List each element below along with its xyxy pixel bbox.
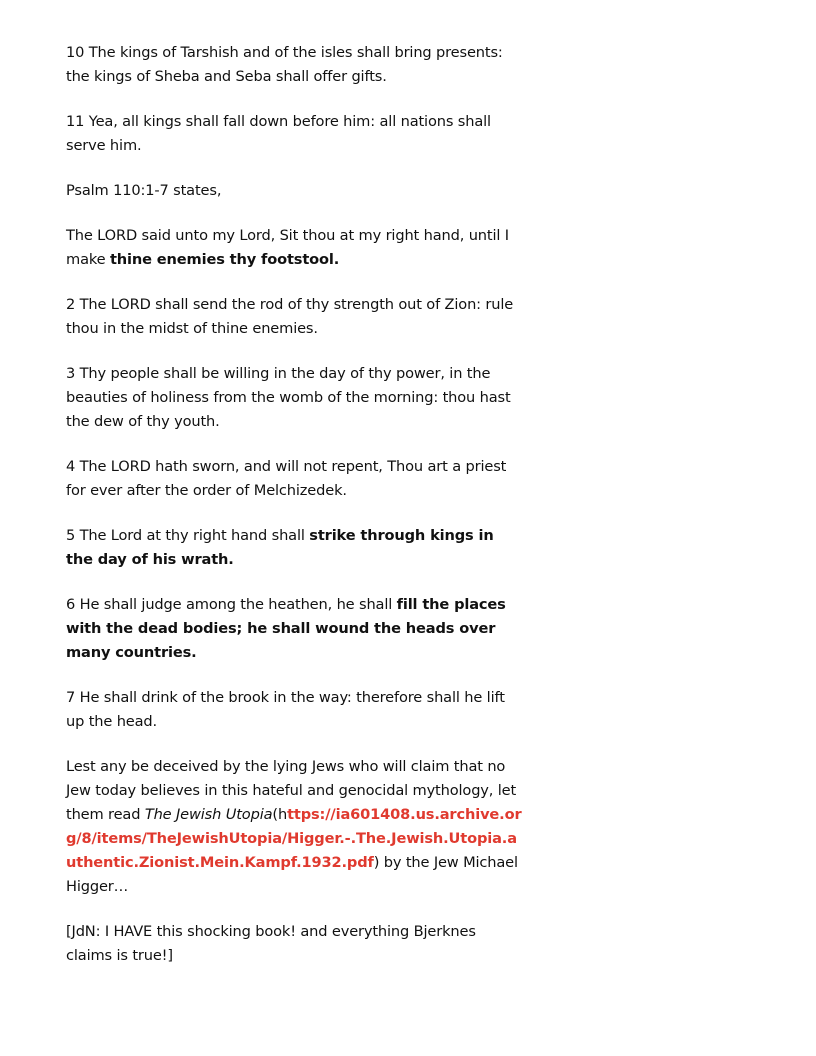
verse-bold: strike through kings in the day of his wrath.: [66, 527, 494, 568]
closing-text-after: ) by the Jew Michael Higger…: [66, 854, 518, 895]
closing-paragraph: [66, 755, 522, 899]
verse-bold: thine enemies thy footstool.: [109, 251, 340, 268]
paren-open: (h: [272, 806, 288, 823]
editor-note: [JdN: I HAVE this shocking book! and everything Bjerknes claims is true!]: [66, 923, 476, 964]
psalm-verse-3: 3 Thy people shall be willing in the day of thy power, in the beauties of holiness from the womb of the morning: thou hast the dew of thy youth.: [66, 365, 511, 430]
psalm-intro: Psalm 110:1-7 states,: [66, 182, 222, 199]
psalm-verse-6: [66, 593, 522, 665]
verse-11: 11 Yea, all kings shall fall down before him: all nations shall serve him.: [66, 113, 491, 154]
psalm-verse-1: [66, 224, 522, 272]
verse-bold: fill the places with the dead bodies; he shall wound the heads over many countries.: [66, 596, 506, 661]
book-title: The Jewish Utopia: [144, 806, 273, 823]
verse-text: 6 He shall judge among the heathen, he shall: [66, 596, 397, 613]
verse-text: The LORD said unto my Lord, Sit thou at my right hand, until I make: [66, 227, 509, 268]
psalm-verse-7: 7 He shall drink of the brook in the way: therefore shall he lift up the head.: [66, 689, 505, 730]
closing-text: Lest any be deceived by the lying Jews who will claim that no Jew today believes in this hateful and genocidal mythology, let them read: [66, 758, 517, 823]
psalm-verse-2: 2 The LORD shall send the rod of thy strength out of Zion: rule thou in the midst of thine enemies.: [66, 296, 514, 337]
archive-link[interactable]: ttps://ia601408.us.archive.org/8/items/TheJewishUtopia/Higger.-.The.Jewish.Utopia.authentic.Zionist.Mein.Kampf.1932.pdf: [66, 806, 522, 871]
document-page: [66, 41, 522, 989]
psalm-verse-5: [66, 524, 522, 572]
verse-text: 5 The Lord at thy right hand shall: [66, 527, 310, 544]
verse-10: 10 The kings of Tarshish and of the isles shall bring presents: the kings of Sheba and Seba shall offer gifts.: [66, 44, 503, 85]
psalm-verse-4: 4 The LORD hath sworn, and will not repent, Thou art a priest for ever after the order of Melchizedek.: [66, 458, 507, 499]
